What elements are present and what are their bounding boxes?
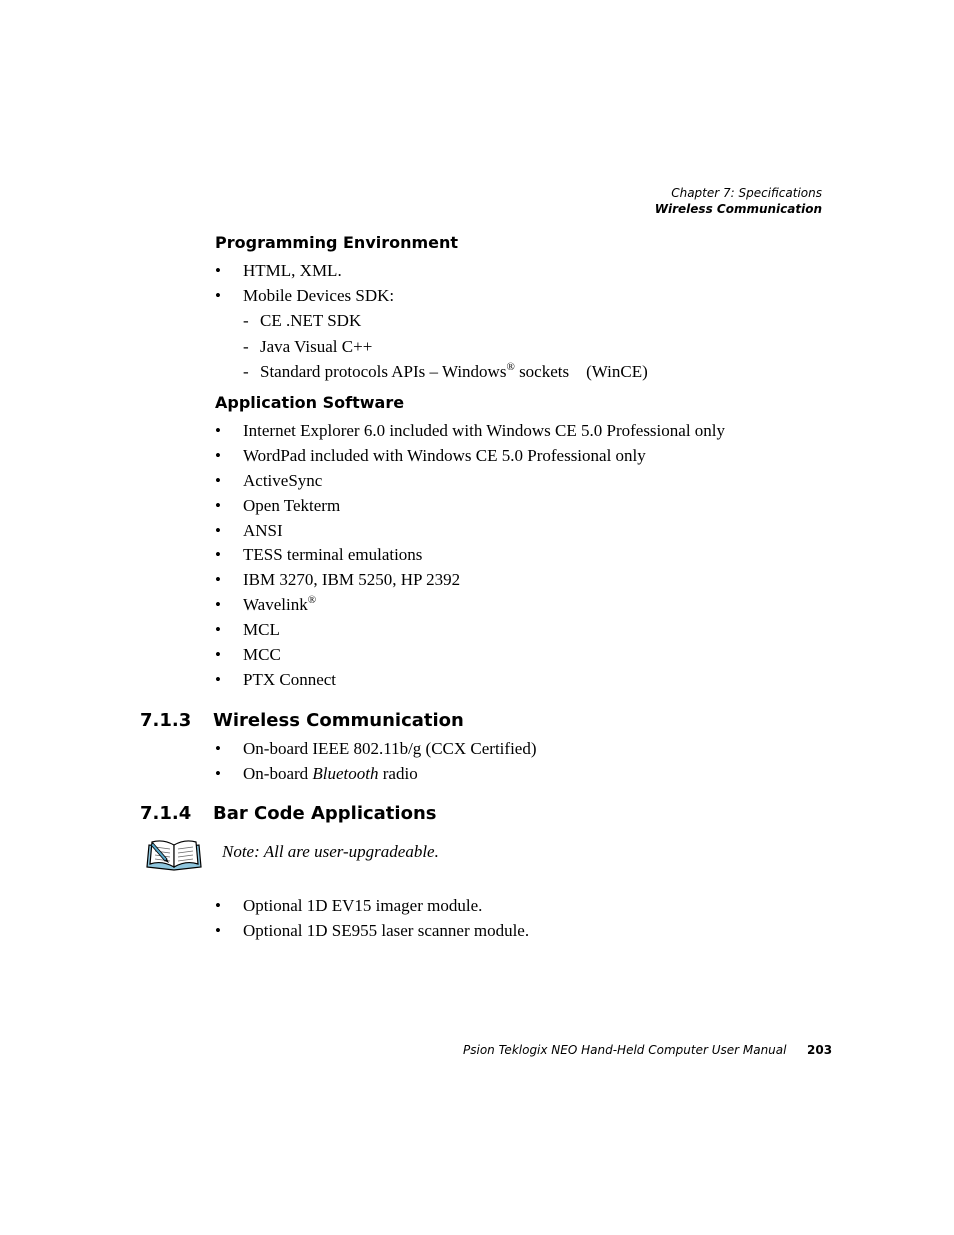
list-item: • MCC [215, 645, 281, 665]
programming-environment-list [215, 261, 394, 311]
list-item: • HTML, XML. [215, 261, 342, 280]
list-item: • WordPad included with Windows CE 5.0 Professional only [215, 445, 646, 465]
list-item: • IBM 3270, IBM 5250, HP 2392 [215, 570, 461, 590]
bullet: • [215, 645, 221, 665]
wireless-communication-list [215, 739, 537, 789]
list-item: - Standard protocols APIs – Windows® sockets (WinCE) [243, 361, 648, 381]
sdk-sublist [243, 311, 648, 388]
list-item: • Mobile Devices SDK: [215, 285, 395, 305]
section-title: Wireless Communication [213, 710, 464, 731]
running-header [655, 185, 822, 217]
registered-mark: ® [307, 594, 317, 607]
bullet: • [215, 421, 221, 440]
bullet: • [215, 445, 221, 465]
list-item: • On-board IEEE 802.11b/g (CCX Certified) [215, 739, 537, 758]
list-item: • Open Tekterm [215, 495, 341, 515]
page-number: 203 [807, 1043, 833, 1057]
dash: - [243, 311, 249, 330]
programming-environment-heading: Programming Environment [215, 233, 459, 252]
dash: - [243, 362, 249, 381]
list-item: • Wavelink® [215, 594, 317, 615]
section-number: 7.1.4 [140, 803, 192, 824]
note-text: Note: All are user-upgradeable. [222, 842, 439, 861]
bar-code-applications-heading [140, 803, 436, 825]
list-item: • Optional 1D EV15 imager module. [215, 896, 483, 915]
bullet: • [215, 495, 221, 515]
application-software-heading: Application Software [215, 393, 405, 412]
bullet: • [215, 896, 221, 915]
open-book-icon [145, 839, 203, 876]
bar-code-list [215, 896, 529, 946]
dash: - [243, 336, 249, 356]
bullet: • [215, 920, 221, 940]
bullet: • [215, 739, 221, 758]
list-item: • On-board Bluetooth radio [215, 763, 418, 783]
list-item: • Optional 1D SE955 laser scanner module. [215, 920, 530, 940]
list-item: • ActiveSync [215, 470, 323, 490]
bullet: • [215, 570, 221, 590]
bullet: • [215, 595, 221, 615]
bullet: • [215, 545, 221, 565]
list-item: • ANSI [215, 520, 283, 540]
list-item: • TESS terminal emulations [215, 545, 423, 565]
section-number: 7.1.3 [140, 710, 192, 731]
list-item: • Internet Explorer 6.0 included with Windows CE 5.0 Professional only [215, 421, 726, 440]
wireless-communication-heading [140, 710, 464, 732]
registered-mark: ® [506, 361, 515, 373]
section-title: Bar Code Applications [213, 803, 437, 824]
bullet: • [215, 620, 221, 640]
application-software-list [215, 421, 725, 695]
bullet: • [215, 470, 221, 490]
bullet: • [215, 669, 221, 689]
list-item: - Java Visual C++ [243, 336, 373, 356]
bullet: • [215, 285, 221, 305]
bullet: • [215, 261, 221, 280]
running-header-chapter: Chapter 7: Specifications [671, 186, 822, 200]
list-item: • MCL [215, 620, 280, 640]
list-item: - CE .NET SDK [243, 311, 362, 330]
bullet: • [215, 763, 221, 783]
list-item: • PTX Connect [215, 669, 337, 689]
footer-title: Psion Teklogix NEO Hand-Held Computer User Manual [463, 1043, 787, 1057]
bullet: • [215, 520, 221, 540]
running-header-section: Wireless Communication [654, 202, 822, 216]
